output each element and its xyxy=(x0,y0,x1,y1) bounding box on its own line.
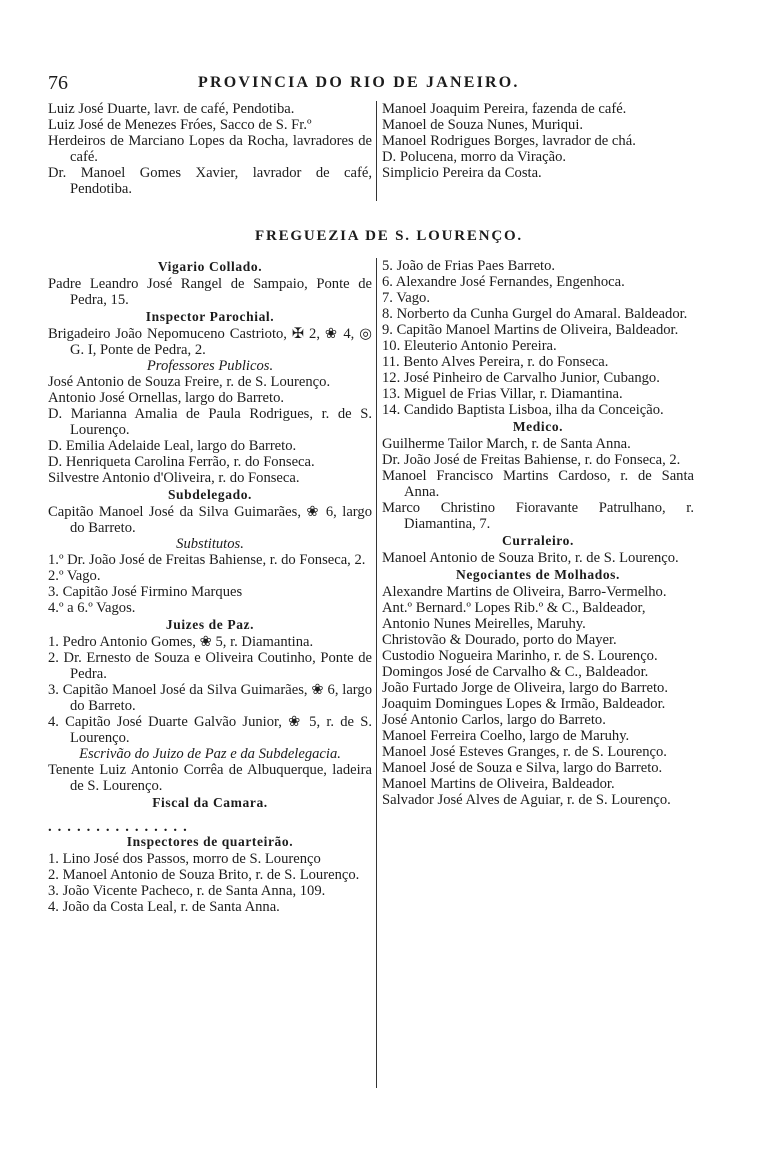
directory-entry: Manoel Ferreira Coelho, largo de Maruhy. xyxy=(382,728,630,744)
directory-entry: 4.º a 6.º Vagos. xyxy=(48,600,136,616)
directory-entry: 8. Norberto da Cunha Gurgel do Amaral. Baldeador. xyxy=(382,306,688,322)
directory-entry: Christovão & Dourado, porto do Mayer. xyxy=(382,632,617,648)
directory-entry: 9. Capitão Manoel Martins de Oliveira, Baldeador. xyxy=(382,322,679,338)
directory-entry: Manoel Francisco Martins Cardoso, r. de Santa Anna. xyxy=(382,468,694,500)
directory-entry: 10. Eleuterio Antonio Pereira. xyxy=(382,338,557,354)
directory-entry: Manoel José de Souza e Silva, largo do Barreto. xyxy=(382,760,663,776)
directory-entry: 14. Candido Baptista Lisboa, ilha da Conceição. xyxy=(382,402,664,418)
directory-entry: 3. Capitão Manoel José da Silva Guimarães, ❀ 6, largo do Barreto. xyxy=(48,682,372,714)
directory-entry: Capitão Manoel José da Silva Guimarães, ❀ 6, largo do Barreto. xyxy=(48,504,372,536)
directory-entry: D. Marianna Amalia de Paula Rodrigues, r. de S. Lourenço. xyxy=(48,406,372,438)
directory-entry: 1.º Dr. João José de Freitas Bahiense, r. do Fonseca, 2. xyxy=(48,552,366,568)
directory-entry: Dr. Manoel Gomes Xavier, lavrador de café, Pendotiba. xyxy=(48,165,372,197)
directory-entry: 13. Miguel de Frias Villar, r. Diamantina. xyxy=(382,386,623,402)
directory-entry: D. Emilia Adelaide Leal, largo do Barreto. xyxy=(48,438,297,454)
section-heading: Inspectores de quarteirão. xyxy=(126,834,294,849)
directory-entry: 11. Bento Alves Pereira, r. do Fonseca. xyxy=(382,354,609,370)
directory-entry: 2. Manoel Antonio de Souza Brito, r. de S. Lourenço. xyxy=(48,867,360,883)
directory-entry: Manoel Antonio de Souza Brito, r. de S. Lourenço. xyxy=(382,550,679,566)
directory-entry: Dr. João José de Freitas Bahiense, r. do Fonseca, 2. xyxy=(382,452,681,468)
directory-entry: 7. Vago. xyxy=(382,290,430,306)
column-divider-main xyxy=(376,258,377,1088)
directory-entry: Joaquim Domingues Lopes & Irmão, Baldeador. xyxy=(382,696,666,712)
directory-entry: Manoel de Souza Nunes, Muriqui. xyxy=(382,117,584,133)
section-heading: Juizes de Paz. xyxy=(165,617,255,632)
directory-entry: Brigadeiro João Nepomuceno Castrioto, ✠ 2, ❀ 4, ◎ G. I, Ponte de Pedra, 2. xyxy=(48,326,372,358)
top-right-column xyxy=(382,101,712,181)
directory-entry: Antonio Nunes Meirelles, Maruhy. xyxy=(382,616,586,632)
directory-entry: Herdeiros de Marciano Lopes da Rocha, lavradores de café. xyxy=(48,133,372,165)
section-heading: Fiscal da Camara. xyxy=(152,795,268,810)
page-title: PROVINCIA DO RIO DE JANEIRO. xyxy=(198,74,520,91)
directory-entry: 4. João da Costa Leal, r. de Santa Anna. xyxy=(48,899,280,915)
page-header xyxy=(48,72,688,94)
directory-entry: Guilherme Tailor March, r. de Santa Anna. xyxy=(382,436,631,452)
directory-entry: Manoel Joaquim Pereira, fazenda de café. xyxy=(382,101,627,117)
directory-entry: Simplicio Pereira da Costa. xyxy=(382,165,542,181)
directory-entry: Marco Christino Fioravante Patrulhano, r. Diamantina, 7. xyxy=(382,500,694,532)
column-divider-top xyxy=(376,101,377,201)
section-heading: Subdelegado. xyxy=(167,487,253,502)
directory-entry: Alexandre Martins de Oliveira, Barro-Vermelho. xyxy=(382,584,667,600)
vacant-dots: ............... xyxy=(48,819,193,835)
page-number: 76 xyxy=(48,72,68,94)
directory-entry: D. Henriqueta Carolina Ferrão, r. do Fonseca. xyxy=(48,454,315,470)
directory-entry: Manoel Martins de Oliveira, Baldeador. xyxy=(382,776,615,792)
directory-entry: Manoel José Esteves Granges, r. de S. Lourenço. xyxy=(382,744,667,760)
main-left-column xyxy=(48,258,372,915)
directory-entry: Padre Leandro José Rangel de Sampaio, Ponte de Pedra, 15. xyxy=(48,276,372,308)
directory-entry: Custodio Nogueira Marinho, r. de S. Lourenço. xyxy=(382,648,658,664)
directory-entry: José Antonio de Souza Freire, r. de S. Lourenço. xyxy=(48,374,331,390)
directory-entry: 6. Alexandre José Fernandes, Engenhoca. xyxy=(382,274,625,290)
directory-entry: José Antonio Carlos, largo do Barreto. xyxy=(382,712,606,728)
directory-entry: 5. João de Frias Paes Barreto. xyxy=(382,258,556,274)
section-heading: Inspector Parochial. xyxy=(145,309,275,324)
directory-entry: 3. Capitão José Firmino Marques xyxy=(48,584,243,600)
section-heading: Vigario Collado. xyxy=(157,259,263,274)
subheading: Professores Publicos. xyxy=(146,358,274,374)
directory-entry: Salvador José Alves de Aguiar, r. de S. Lourenço. xyxy=(382,792,671,808)
directory-entry: 4. Capitão José Duarte Galvão Junior, ❀ 5, r. de S. Lourenço. xyxy=(48,714,372,746)
section-title: FREGUEZIA DE S. LOURENÇO. xyxy=(255,228,523,244)
directory-entry: 3. João Vicente Pacheco, r. de Santa Anna, 109. xyxy=(48,883,326,899)
directory-entry: Ant.º Bernard.º Lopes Rib.º & C., Baldeador, xyxy=(382,600,646,616)
section-heading: Negociantes de Molhados. xyxy=(455,567,621,582)
directory-entry: 1. Pedro Antonio Gomes, ❀ 5, r. Diamantina. xyxy=(48,634,314,650)
directory-entry: João Furtado Jorge de Oliveira, largo do Barreto. xyxy=(382,680,668,696)
directory-entry: 1. Lino José dos Passos, morro de S. Lourenço xyxy=(48,851,321,867)
directory-entry: Antonio José Ornellas, largo do Barreto. xyxy=(48,390,285,406)
directory-entry: Tenente Luiz Antonio Corrêa de Albuquerque, ladeira de S. Lourenço. xyxy=(48,762,372,794)
directory-entry: D. Polucena, morro da Viração. xyxy=(382,149,567,165)
section-heading: Curraleiro. xyxy=(502,533,574,548)
directory-entry: 2.º Vago. xyxy=(48,568,101,584)
subheading: Escrivão do Juizo de Paz e da Subdelegacia. xyxy=(79,746,341,762)
directory-entry: Luiz José Duarte, lavr. de café, Pendotiba. xyxy=(48,101,295,117)
directory-entry: 2. Dr. Ernesto de Souza e Oliveira Coutinho, Ponte de Pedra. xyxy=(48,650,372,682)
directory-entry: Domingos José de Carvalho & C., Baldeador. xyxy=(382,664,649,680)
main-right-column xyxy=(382,258,694,808)
directory-entry: Silvestre Antonio d'Oliveira, r. do Fonseca. xyxy=(48,470,300,486)
subheading: Substitutos. xyxy=(176,536,244,552)
directory-entry: Manoel Rodrigues Borges, lavrador de chá. xyxy=(382,133,636,149)
directory-entry: Luiz José de Menezes Fróes, Sacco de S. Fr.º xyxy=(48,117,312,133)
top-left-column xyxy=(48,101,372,197)
section-heading: Medico. xyxy=(512,419,564,434)
directory-entry: 12. José Pinheiro de Carvalho Junior, Cubango. xyxy=(382,370,660,386)
